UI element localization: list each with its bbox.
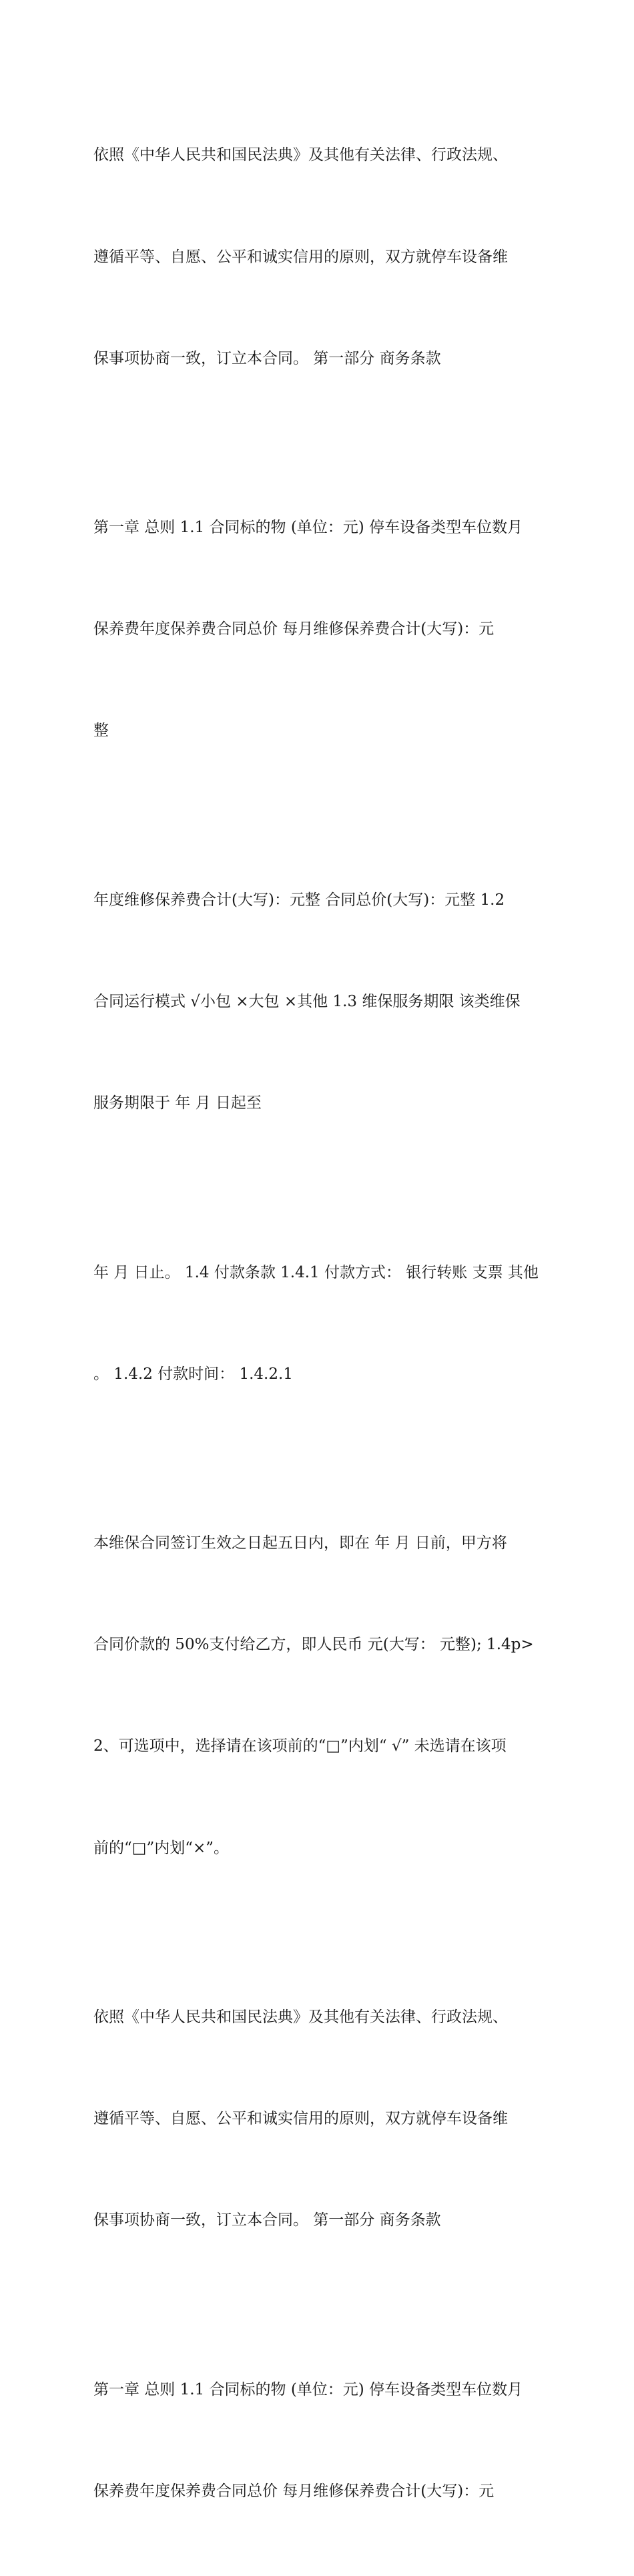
paragraph-4 — [93, 1188, 547, 1459]
paragraph-6 — [93, 1933, 547, 2306]
paragraph-5 — [93, 1459, 547, 1933]
paragraph-2 — [93, 443, 547, 816]
paragraph-3 — [93, 815, 547, 1188]
text-line: 整 — [93, 722, 109, 740]
text-line: 服务期限于 年 月 日起至 — [93, 1094, 262, 1112]
text-line: 保养费年度保养费合同总价 每月维修保养费合计(大写)：元 — [93, 2482, 495, 2500]
text-line: 本维保合同签订生效之日起五日内，即在 年 月 日前，甲方将 — [93, 1534, 507, 1552]
text-line: 前的“□”内划“×”。 — [93, 1839, 230, 1857]
text-line: 年度维修保养费合计(大写)：元整 合同总价(大写)：元整 1.2 — [93, 891, 505, 909]
text-line: 遵循平等、自愿、公平和诚实信用的原则，双方就停车设备维 — [93, 248, 508, 266]
paragraph-7 — [93, 2305, 547, 2576]
text-line: 依照《中华人民共和国民法典》及其他有关法律、行政法规、 — [93, 2008, 508, 2026]
document-body — [93, 71, 547, 2576]
paragraph-1 — [93, 71, 547, 443]
text-line: 年 月 日止。 1.4 付款条款 1.4.1 付款方式： 银行转账 支票 其他 — [93, 1263, 539, 1281]
text-line: 保养费年度保养费合同总价 每月维修保养费合计(大写)：元 — [93, 620, 495, 638]
text-line: 合同价款的 50%支付给乙方，即人民币 元(大写： 元整); 1.4p> — [93, 1636, 534, 1654]
text-line: 保事项协商一致，订立本合同。 第一部分 商务条款 — [93, 2211, 441, 2229]
text-line: 遵循平等、自愿、公平和诚实信用的原则，双方就停车设备维 — [93, 2110, 508, 2128]
text-line: 2、可选项中，选择请在该项前的“□”内划“ √” 未选请在该项 — [93, 1737, 507, 1755]
text-line: 合同运行模式 √小包 ×大包 ×其他 1.3 维保服务期限 该类维保 — [93, 992, 521, 1010]
text-line: 第一章 总则 1.1 合同标的物 (单位：元) 停车设备类型车位数月 — [93, 2380, 523, 2398]
text-line: 依照《中华人民共和国民法典》及其他有关法律、行政法规、 — [93, 146, 508, 164]
text-line: 第一章 总则 1.1 合同标的物 (单位：元) 停车设备类型车位数月 — [93, 519, 523, 537]
text-line: 。 1.4.2 付款时间： 1.4.2.1 — [93, 1365, 293, 1383]
text-line: 保事项协商一致，订立本合同。 第一部分 商务条款 — [93, 349, 441, 367]
